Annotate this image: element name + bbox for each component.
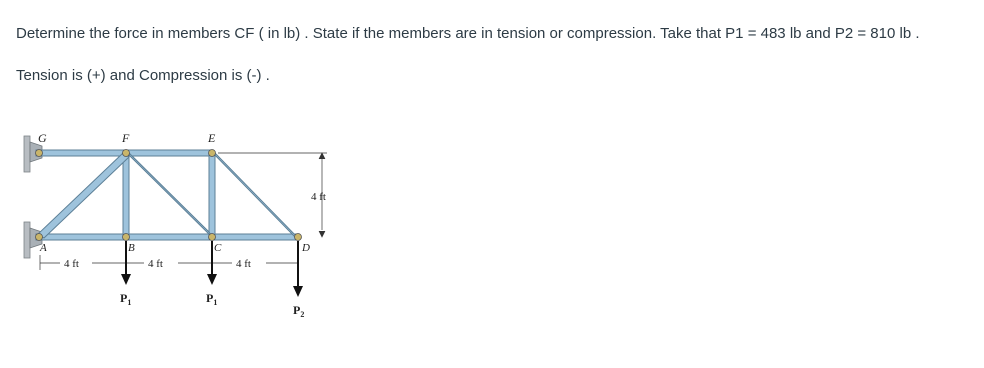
node-label-c: C — [214, 242, 222, 254]
truss-members — [36, 150, 300, 240]
member-fb — [123, 153, 129, 237]
pin-e — [209, 150, 216, 157]
pin-g — [36, 150, 43, 157]
pin-a — [36, 234, 43, 241]
member-ab — [36, 234, 126, 240]
member-cd — [212, 234, 298, 240]
node-label-a: A — [40, 242, 47, 254]
dimension-label-bc: 4 ft — [148, 258, 163, 270]
member-af — [38, 153, 129, 238]
member-bc — [126, 234, 212, 240]
pin-c — [209, 234, 216, 241]
member-gf — [36, 150, 126, 156]
load-label-p1-b: $P_1$ — [120, 291, 132, 307]
node-label-f: F — [122, 131, 130, 145]
question-line-1: Determine the force in members CF ( in lb) . State if the members are in tension or compression. Take that P1 = 483 lb and P2 = 810 lb . — [16, 25, 920, 42]
pin-f — [123, 150, 130, 157]
node-label-e: E — [208, 131, 216, 145]
truss-diagram — [22, 128, 342, 328]
dimension-label-ab: 4 ft — [64, 258, 79, 270]
member-ec — [209, 153, 215, 237]
node-label-b: B — [128, 242, 135, 254]
load-label-p2-d: $P_2$ — [293, 303, 305, 319]
dimension-label-cd: 4 ft — [236, 258, 251, 270]
member-cf — [126, 150, 213, 238]
node-label-d: D — [302, 242, 310, 254]
node-label-g: G — [38, 131, 47, 145]
truss-pins — [36, 150, 302, 241]
member-fe — [126, 150, 212, 156]
pin-d — [295, 234, 302, 241]
height-dimension-label: 4 ft — [311, 191, 326, 203]
load-label-p1-c: $P_1$ — [206, 291, 218, 307]
member-de — [210, 150, 300, 240]
pin-b — [123, 234, 130, 241]
question-text — [16, 24, 976, 86]
question-line-2: Tension is (+) and Compression is (-) . — [16, 67, 270, 84]
